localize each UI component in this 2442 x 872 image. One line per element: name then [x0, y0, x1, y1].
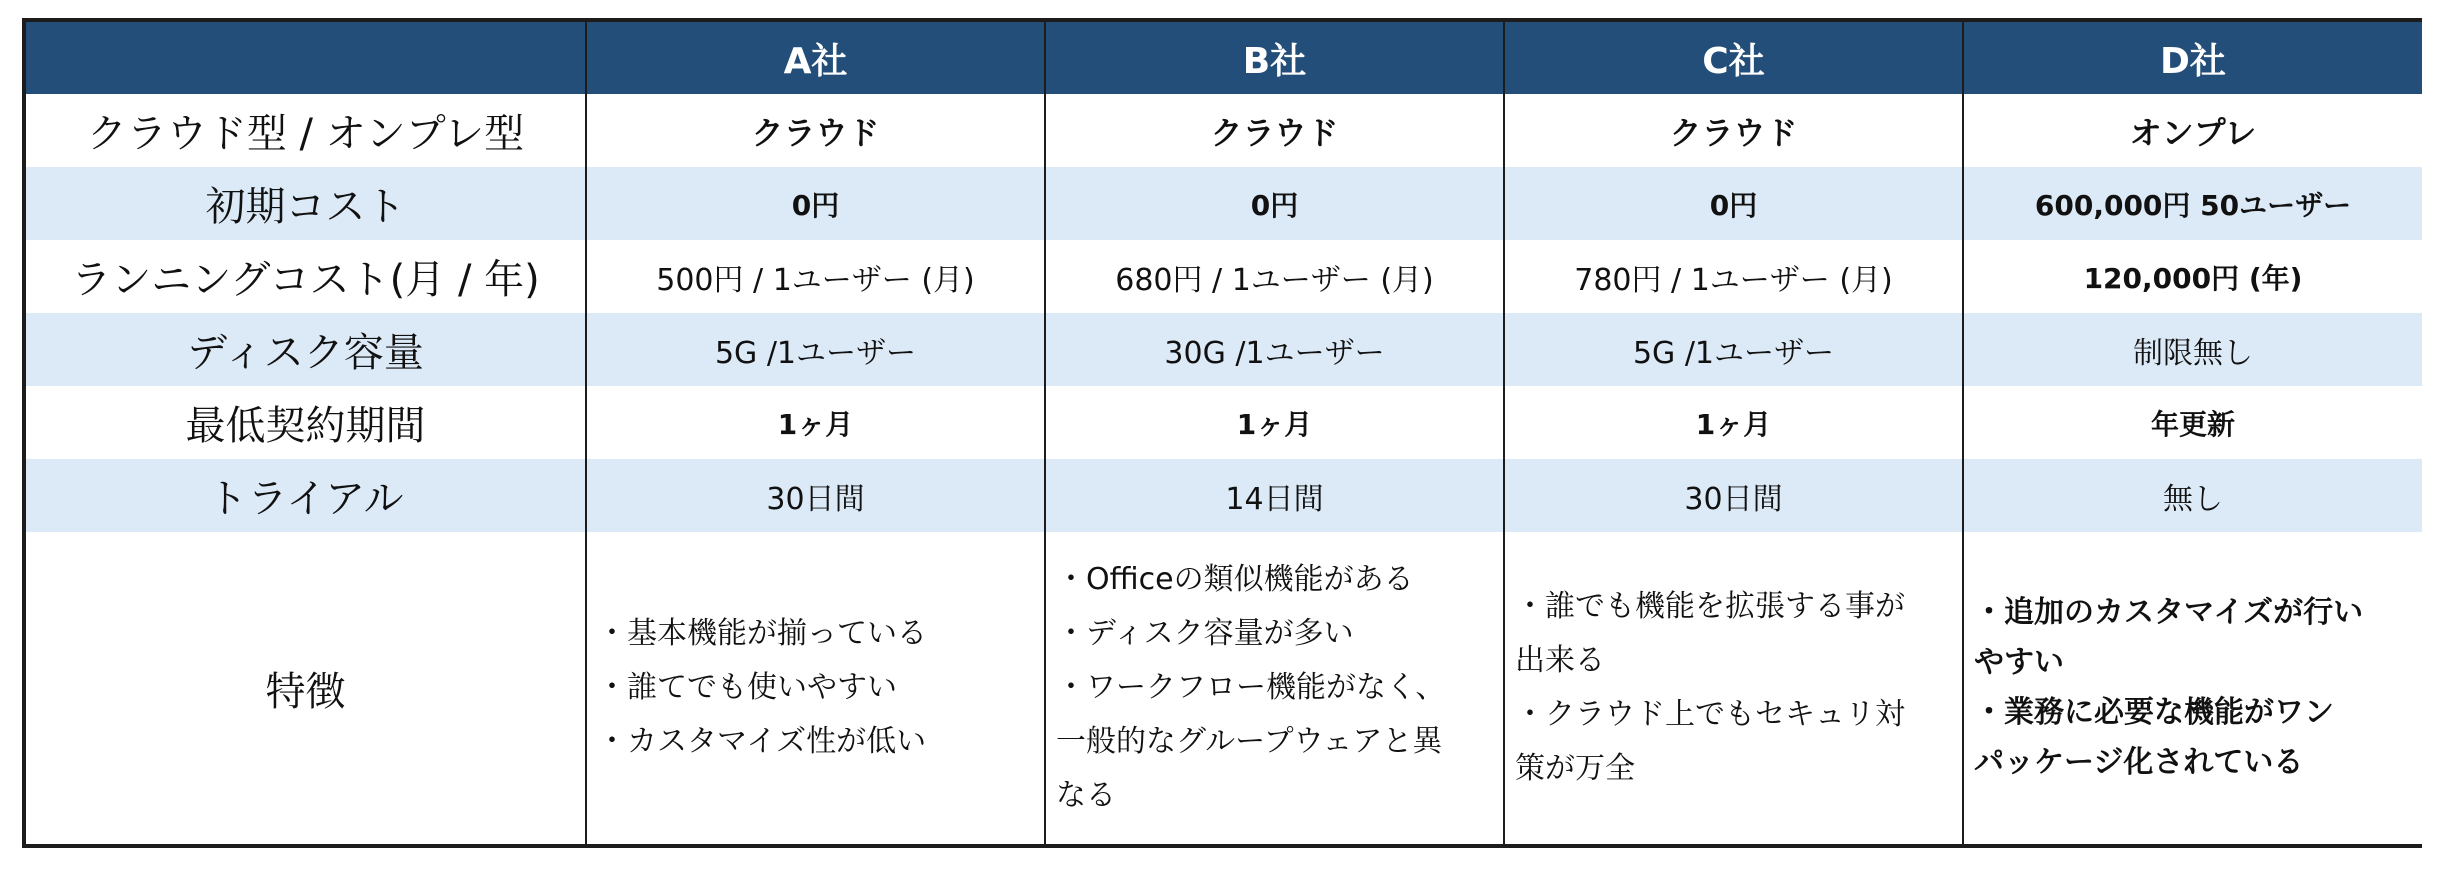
cell: オンプレ — [1963, 94, 2422, 167]
feature-line: ・基本機能が揃っている — [597, 616, 927, 651]
cell: 680円 / 1ユーザー (月) — [1045, 240, 1504, 313]
cell: 年更新 — [1963, 386, 2422, 459]
features-cell — [1504, 532, 1963, 844]
feature-line: ・Officeの類似機能がある — [1056, 562, 1414, 597]
cell: 1ヶ月 — [1504, 386, 1963, 459]
cell: 無し — [1963, 459, 2422, 532]
cell: 30日間 — [586, 459, 1045, 532]
feature-line: ・ワークフロー機能がなく、 — [1056, 670, 1446, 705]
cell: 500円 / 1ユーザー (月) — [586, 240, 1045, 313]
company-d-header: D社 — [1963, 22, 2422, 94]
features-cell — [1963, 532, 2422, 844]
feature-line: ・カスタマイズ性が低い — [597, 724, 927, 759]
feature-line: 策が万全 — [1515, 751, 1635, 786]
table-row — [26, 240, 2422, 313]
company-b-header: B社 — [1045, 22, 1504, 94]
feature-line: 一般的なグループウェアと異 — [1056, 724, 1443, 759]
feature-line: やすい — [1974, 645, 2064, 680]
table-row — [26, 459, 2422, 532]
company-a-header: A社 — [586, 22, 1045, 94]
features-cell — [586, 532, 1045, 844]
feature-line: ・クラウド上でもセキュリ対 — [1515, 697, 1905, 732]
features-cell — [1045, 532, 1504, 844]
cell: クラウド — [586, 94, 1045, 167]
table-row — [26, 313, 2422, 386]
features-label: 特徴 — [26, 532, 586, 844]
cell: 30G /1ユーザー — [1045, 313, 1504, 386]
comparison-table-frame — [22, 18, 2422, 848]
row-label: ディスク容量 — [26, 313, 586, 386]
cell: 780円 / 1ユーザー (月) — [1504, 240, 1963, 313]
feature-line: 出来る — [1515, 643, 1605, 678]
features-row — [26, 532, 2422, 844]
cell: 0円 — [586, 167, 1045, 240]
cell: クラウド — [1504, 94, 1963, 167]
company-c-header: C社 — [1504, 22, 1963, 94]
table-row — [26, 94, 2422, 167]
feature-line: ・誰てでも使いやすい — [597, 670, 897, 705]
cell: クラウド — [1045, 94, 1504, 167]
cell: 5G /1ユーザー — [586, 313, 1045, 386]
cell: 1ヶ月 — [586, 386, 1045, 459]
cell: 14日間 — [1045, 459, 1504, 532]
cell: 制限無し — [1963, 313, 2422, 386]
feature-line: ・誰でも機能を拡張する事が — [1515, 589, 1905, 624]
table-row — [26, 386, 2422, 459]
header-row — [26, 22, 2422, 94]
feature-line: ・追加のカスタマイズが行い — [1974, 595, 2364, 630]
row-label: ランニングコスト(月 / 年) — [26, 240, 586, 313]
cell: 120,000円 (年) — [1963, 240, 2422, 313]
comparison-table — [26, 22, 2422, 844]
corner-cell — [26, 22, 586, 94]
row-label: 最低契約期間 — [26, 386, 586, 459]
feature-line: ・業務に必要な機能がワン — [1974, 695, 2334, 730]
cell: 5G /1ユーザー — [1504, 313, 1963, 386]
cell: 600,000円 50ユーザー — [1963, 167, 2422, 240]
feature-line: ・ディスク容量が多い — [1056, 616, 1354, 651]
row-label: クラウド型 / オンプレ型 — [26, 94, 586, 167]
cell: 1ヶ月 — [1045, 386, 1504, 459]
cell: 0円 — [1504, 167, 1963, 240]
cell: 30日間 — [1504, 459, 1963, 532]
table-row — [26, 167, 2422, 240]
feature-line: なる — [1056, 778, 1116, 813]
cell: 0円 — [1045, 167, 1504, 240]
feature-line: パッケージ化されている — [1974, 745, 2304, 780]
row-label: 初期コスト — [26, 167, 586, 240]
row-label: トライアル — [26, 459, 586, 532]
